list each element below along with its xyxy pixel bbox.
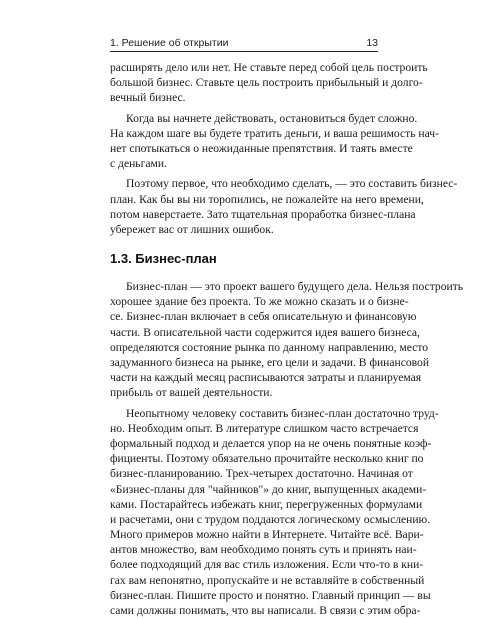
chapter-title: 1. Решение об открытии [110,37,229,49]
text-line: «Бизнес-планы для "чайников"» до книг, выпущенных академи- [110,482,427,496]
text-line: большой бизнес. Ставьте цель построить прибыльный и долго- [110,76,423,90]
text-line: сами должны понимать, что вы написали. В связи с этим обра- [110,604,421,617]
text-line: определяются состояние рынка по данному направлению, место [110,340,429,354]
text-line: план. Как бы вы ни торопились, не пожалейте на него времени, [110,192,424,206]
page-body [110,60,464,618]
text-line: Когда вы начнете действовать, остановиться будет сложно. [126,111,418,125]
text-line: Много примеров можно найти в Интернете. Читайте всё. Вари- [110,528,424,542]
text-line: вечный бизнес. [110,91,186,105]
paragraph [110,406,439,618]
page-number: 13 [366,37,378,49]
text-line: антов множество, вам необходимо понять суть и принять наи- [110,543,417,557]
running-header [110,33,378,49]
header-rule [110,51,378,52]
text-line: бизнес-план. Пишите просто и понятно. Главный принцип — вы [110,588,431,602]
text-line: более подходящий для вас стиль изложения. Если что-то в кни- [110,558,424,572]
paragraph [110,60,428,106]
text-line: задуманного бизнеса на рынке, его цели и задачи. В финансовой [110,356,430,369]
text-line: Поэтому первое, что необходимо сделать, — это составить бизнес- [126,177,458,191]
text-line: убережет вас от лишних ошибок. [110,222,274,236]
paragraph [110,279,464,401]
text-line: хорошее здание без проекта. То же можно сказать и о бизне- [110,295,409,309]
text-line: прибыль от вашей деятельности. [110,386,273,400]
text-line: ками. Постарайтесь избежать книг, перегруженных формулами [110,497,423,511]
text-line: потом наверстаете. Зато тщательная проработка бизнес-плана [110,207,416,221]
text-line: На каждом шаге вы будете тратить деньги, и ваша решимость нач- [110,126,439,140]
text-line: расширять дело или нет. Не ставьте перед собой цель построить [110,61,428,74]
paragraph [110,111,439,172]
text-line: части на каждый месяц расписываются затраты и планируемая [110,371,422,385]
text-line: бизнес-планированию. Трех-четырех достаточно. Начиная от [110,467,413,481]
text-line: гах вам непонятно, пропускайте и не вставляйте в собственный [110,573,425,587]
text-line: с деньгами. [110,157,167,171]
text-line: и расчетами, они с трудом поддаются логическому осмыслению. [110,512,431,526]
paragraph [110,176,458,237]
text-line: формальный подход и делается упор на не очень понятные коэф- [110,436,432,450]
text-line: се. Бизнес-план включает в себя описательную и финансовую [110,310,417,324]
text-line: Бизнес-план — это проект вашего будущего дела. Нельзя построить [126,280,464,294]
text-line: фициенты. Поэтому обязательно прочитайте несколько книг по [110,452,424,466]
section-heading: 1.3. Бизнес-план [110,251,217,267]
text-line: Неопытному человеку составить бизнес-план достаточно труд- [126,406,439,420]
text-line: нет спотыкаться о неожиданные препятствия. И таять вместе [110,141,413,155]
text-line: части. В описательной части содержится идея вашего бизнеса, [110,325,420,339]
text-line: но. Необходим опыт. В литературе слишком часто встречается [110,421,419,435]
